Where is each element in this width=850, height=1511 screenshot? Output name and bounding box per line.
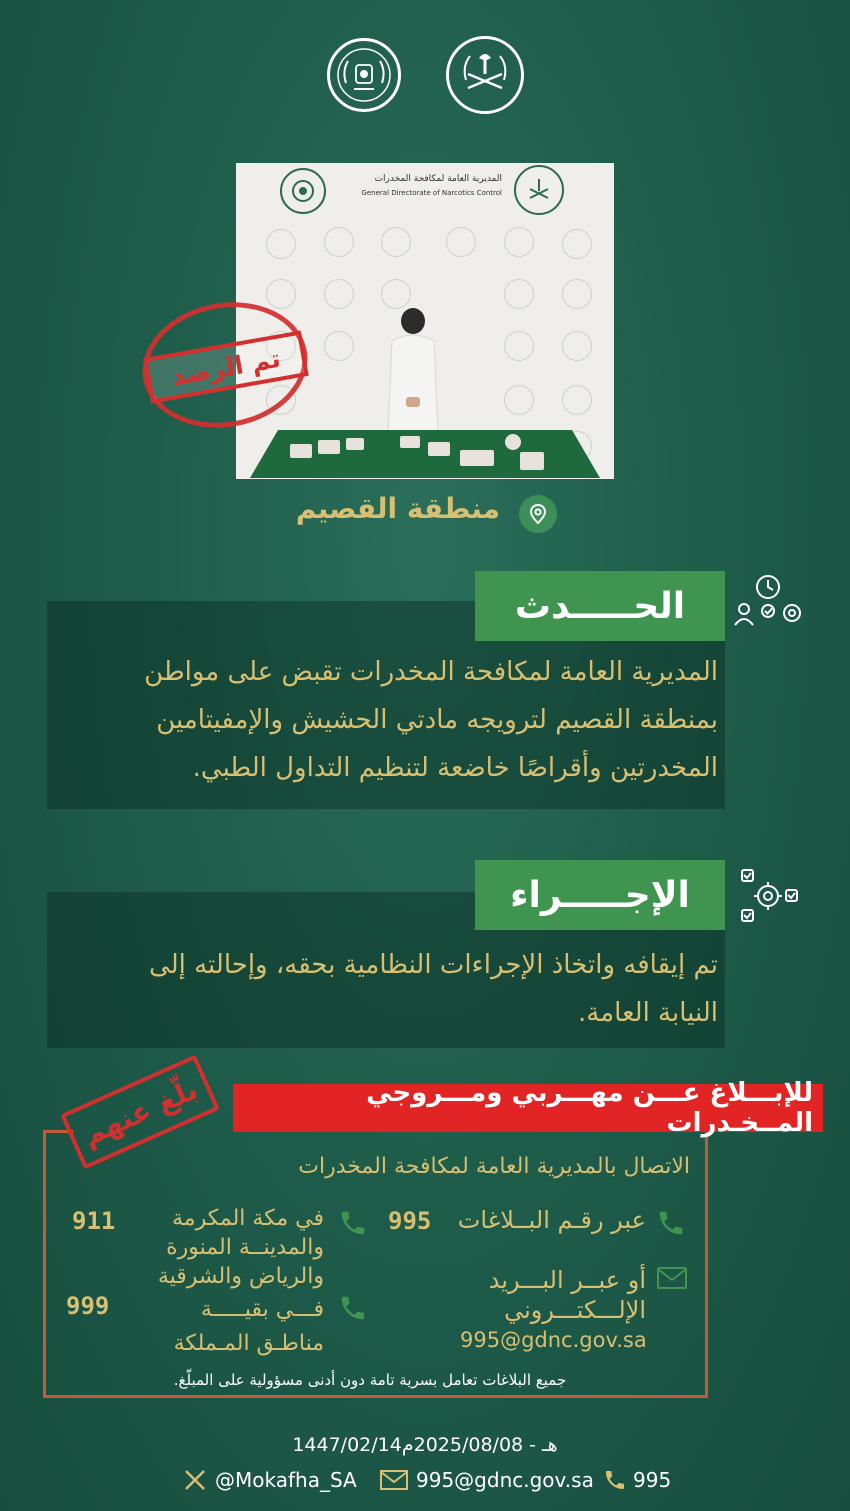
publish-date: 1447/02/14هـ - 2025/08/08م xyxy=(292,1434,558,1456)
email-label-1: أو عبــر البـــريد xyxy=(488,1266,646,1294)
x-logo-icon xyxy=(183,1468,207,1492)
regions-2-text xyxy=(130,1293,324,1361)
event-line-2: بمنطقة القصيم لترويجه مادتي الحشيش والإمفيتامين xyxy=(156,705,718,735)
regions-1-text xyxy=(130,1204,324,1291)
action-line-1: تم إيقافه واتخاذ الإجراءات النظامية بحقه، وإحالته إلى xyxy=(149,950,718,980)
narcotics-control-emblem xyxy=(327,38,401,112)
hotline-phone-icon xyxy=(656,1208,686,1242)
saudi-emblem-logo xyxy=(446,36,524,114)
regions-1-number[interactable]: 911 xyxy=(72,1207,116,1235)
event-line-3: المخدرتين وأقراصًا خاضعة لتنظيم التداول الطبي. xyxy=(192,753,718,783)
person-figure xyxy=(378,305,448,435)
action-title: الإجـــــراء xyxy=(510,874,690,916)
phone-icon xyxy=(603,1468,627,1492)
privacy-note: جميع البلاغات تعامل بسرية تامة دون أدنى مسؤولية على المبلّغ. xyxy=(173,1371,567,1389)
footer-twitter-handle: @Mokafha_SA xyxy=(215,1468,357,1492)
photo-emblem-left xyxy=(280,168,326,214)
hotline-number[interactable]: 995 xyxy=(388,1207,432,1235)
hotline-label: عبر رقـم البــلاغات xyxy=(457,1206,646,1234)
event-line-1: المديرية العامة لمكافحة المخدرات تقبض على مواطن xyxy=(144,657,718,687)
action-line-2: النيابة العامة. xyxy=(578,998,718,1028)
event-title: الحـــــدث xyxy=(514,585,686,627)
regions-2-line-1: فـــي بقيـــــة xyxy=(200,1297,324,1322)
footer-twitter[interactable] xyxy=(183,1468,357,1492)
footer-phone-number: 995 xyxy=(633,1468,672,1492)
action-text xyxy=(50,941,718,1037)
regions-phone-icon-2 xyxy=(338,1293,368,1327)
report-banner xyxy=(233,1078,823,1138)
regions-2-line-2: مناطـق المـملكة xyxy=(173,1331,324,1356)
email-icon xyxy=(656,1266,688,1294)
location-pin-icon xyxy=(519,495,557,533)
footer-email-text: 995@gdnc.gov.sa xyxy=(416,1468,594,1492)
regions-2-number[interactable]: 999 xyxy=(66,1292,110,1320)
photo-header-english: General Directorate of Narcotics Control xyxy=(361,189,502,197)
region-label: منطقة القصيم xyxy=(295,492,500,525)
footer-email[interactable] xyxy=(380,1468,594,1492)
regions-1-line-2: والمدينــة المنورة xyxy=(166,1235,324,1260)
envelope-icon xyxy=(380,1470,408,1490)
email-label-2: الإلـــكتـــروني xyxy=(504,1296,646,1324)
report-email-link[interactable]: 995@gdnc.gov.sa xyxy=(460,1328,647,1352)
footer-phone[interactable] xyxy=(603,1468,671,1492)
contact-line: الاتصال بالمديرية العامة لمكافحة المخدرات xyxy=(298,1154,690,1179)
evidence-table xyxy=(250,430,600,478)
event-title-tab xyxy=(475,571,725,641)
event-icon xyxy=(732,573,806,637)
photo-emblem-right xyxy=(514,165,564,215)
regions-phone-icon-1 xyxy=(338,1208,368,1242)
event-text xyxy=(50,648,718,792)
procedure-icon xyxy=(738,866,802,932)
monitored-stamp: تم الرصد xyxy=(143,330,309,403)
photo-header-arabic: المديرية العامة لمكافحة المخدرات xyxy=(374,174,502,184)
regions-1-line-3: والرياض والشرقية xyxy=(157,1264,324,1289)
regions-1-line-1: في مكة المكرمة xyxy=(172,1206,324,1231)
action-title-tab xyxy=(475,860,725,930)
report-stamp: بلّغ عنهم xyxy=(60,1054,220,1169)
report-banner-text: للإبـــلاغ عـــن مهـــربي ومـــروجي المــخـدرات xyxy=(366,1078,813,1138)
